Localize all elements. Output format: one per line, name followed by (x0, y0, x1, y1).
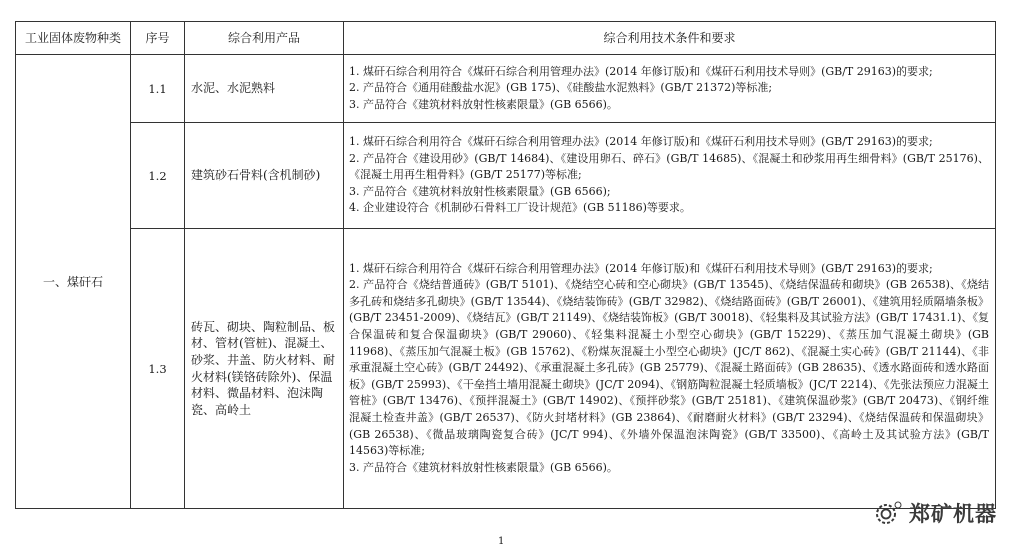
page-number: 1 (498, 536, 505, 547)
requirement-item: 3. 产品符合《建筑材料放射性核素限量》(GB 6566)。 (349, 460, 618, 474)
gear-logo-icon (870, 500, 904, 526)
watermark-text: 郑矿机器 (909, 502, 997, 526)
requirements-cell (344, 123, 996, 229)
requirement-item: 1. 煤矸石综合利用符合《煤矸石综合利用管理办法》(2014 年修订版)和《煤矸石利用技术导则》(GB/T 29163)的要求; (349, 135, 933, 149)
row-number: 1.3 (131, 229, 185, 509)
requirement-item: 1. 煤矸石综合利用符合《煤矸石综合利用管理办法》(2014 年修订版)和《煤矸石利用技术导则》(GB/T 29163)的要求; (349, 261, 933, 275)
requirements-cell (344, 229, 996, 509)
product-cell: 砖瓦、砌块、陶粒制品、板材、管材(管桩)、混凝土、砂浆、井盖、防火材料、耐火材料(镁铬砖除外)、保温材料、微晶材料、泡沫陶瓷、高岭土 (185, 229, 344, 509)
table-header-row (16, 22, 996, 55)
header-requirements: 综合利用技术条件和要求 (344, 22, 996, 55)
category-cell: 一、煤矸石 (16, 55, 131, 509)
row-number: 1.1 (131, 55, 185, 123)
header-category: 工业固体废物种类 (16, 22, 131, 55)
watermark (870, 498, 997, 528)
table-row (16, 55, 996, 123)
requirement-item: 3. 产品符合《建筑材料放射性核素限量》(GB 6566); (349, 184, 611, 198)
requirement-item: 3. 产品符合《建筑材料放射性核素限量》(GB 6566)。 (349, 97, 618, 111)
table-row (16, 229, 996, 509)
requirement-item: 2. 产品符合《通用硅酸盐水泥》(GB 175)、《硅酸盐水泥熟料》(GB/T 21372)等标准; (349, 81, 773, 95)
requirement-item: 4. 企业建设符合《机制砂石骨料工厂设计规范》(GB 51186)等要求。 (349, 201, 691, 215)
requirement-item: 2. 产品符合《建设用砂》(GB/T 14684)、《建设用卵石、碎石》(GB/T 14685)、《混凝土和砂浆用再生细骨料》(GB/T 25176)、《混凝土用再生粗骨料》(GB/T 25177)等标准; (349, 151, 989, 182)
requirements-cell (344, 55, 996, 123)
requirement-item: 1. 煤矸石综合利用符合《煤矸石综合利用管理办法》(2014 年修订版)和《煤矸石利用技术导则》(GB/T 29163)的要求; (349, 64, 933, 78)
product-cell: 建筑砂石骨料(含机制砂) (185, 123, 344, 229)
header-product: 综合利用产品 (185, 22, 344, 55)
header-number: 序号 (131, 22, 185, 55)
requirement-item: 2. 产品符合《烧结普通砖》(GB/T 5101)、《烧结空心砖和空心砌块》(GB/T 13545)、《烧结保温砖和砌块》(GB 26538)、《烧结多孔砖和烧结多孔砌块》(GB/T 13544)、《烧结装饰砖》(GB/T 32982)、《烧结路面砖》(GB/T 26001)、《建筑用轻质隔墙条板》(GB/T 23451-2009)、《烧结瓦》(GB/T 21149)、《烧结装饰板》(GB/T 30018)、《轻集料及其试验方法》(GB/T 17431.1)、《复合保温砖和复合保温砌块》(GB/T 29060)、《轻集料混凝土小型空心砌块》(GB/T 15229)、《蒸压加气混凝土砌块》(GB 11968)、《蒸压加气混凝土板》(GB 15762)、《粉煤灰混凝土小型空心砌块》(JC/T 862)、《混凝土实心砖》(GB/T 21144)、《非承重混凝土空心砖》(GB/T 24492)、《承重混凝土多孔砖》(GB 25779)、《混凝土路面砖》(GB 28635)、《透水路面砖和透水路面板》(GB/T 25993)、《干垒挡土墙用混凝土砌块》(JC/T 2094)、《钢筋陶粒混凝土轻质墙板》(JC/T 2214)、《先张法预应力混凝土管桩》(GB/T 13476)、《预拌混凝土》(GB/T 14902)、《预拌砂浆》(GB/T 25181)、《建筑保温砂浆》(GB/T 20473)、《钢纤维混凝土检查井盖》(GB/T 26537)、《防火封堵材料》(GB 23864)、《耐磨耐火材料》(GB/T 23294)、《烧结保温砖和保温砌块》(GB 26538)、《微晶玻璃陶瓷复合砖》(JC/T 994)、《外墙外保温泡沫陶瓷》(GB/T 33500)、《高岭土及其试验方法》(GB/T 14563)等标准; (349, 278, 989, 458)
standards-table (15, 21, 996, 509)
product-cell: 水泥、水泥熟料 (185, 55, 344, 123)
row-number: 1.2 (131, 123, 185, 229)
table-row (16, 123, 996, 229)
